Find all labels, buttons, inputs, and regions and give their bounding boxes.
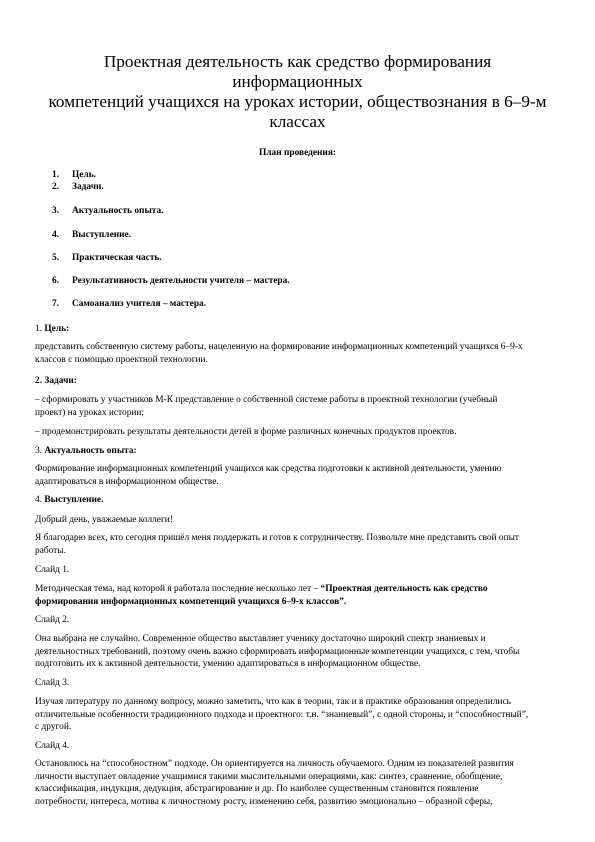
plan-item-number: 5. xyxy=(52,253,60,263)
theme-text xyxy=(35,583,565,608)
section-number: 3. xyxy=(35,446,45,456)
chosen-text xyxy=(35,633,565,671)
plan-item-number: 6. xyxy=(52,276,60,286)
plan-item xyxy=(52,206,164,216)
text-line: деятельностных требований, поэтому очень важно сформировать информационные компетенции учащихся, с тем, чтобы xyxy=(35,646,520,657)
plan-item-number: 1. xyxy=(52,170,60,180)
theme-title: формирования информационных компетенций учащихся 6–9-х классов”. xyxy=(35,596,347,607)
plan-item xyxy=(52,170,96,180)
plan-item-text: Задачи. xyxy=(72,182,104,192)
text-line: проект) на уроках истории; xyxy=(35,407,145,418)
plan-item-text: Актуальность опыта. xyxy=(72,206,164,216)
section-title: Актуальность опыта: xyxy=(44,446,137,456)
text-line: личности выступает овладение учащимися такими мыслительными операциями, как: синтез, сравнение, обобщение, xyxy=(35,771,503,782)
text-line: Изучая литературу по данному вопросу, можно заметить, что как в теории, так и в практике образования определились xyxy=(35,697,511,707)
plan-item-text: Практическая часть. xyxy=(72,253,162,263)
slide-2-label: Слайд 2. xyxy=(35,615,70,625)
approach-text xyxy=(35,758,565,808)
text-line: Остановлюсь на “способностном” подходе. Он ориентируется на личность обучаемого. Одним из показателей развития xyxy=(35,759,514,769)
document-title xyxy=(40,52,555,132)
slide-4-label: Слайд 4. xyxy=(35,741,70,751)
task-1 xyxy=(35,394,565,419)
slide-3-label: Слайд 3. xyxy=(35,678,70,688)
task-2: – продемонстрировать результаты деятельности детей в форме различных конечных продуктов проектов. xyxy=(35,427,457,437)
text-line: классификация, индукция, дедукция, абстрагирование и др. По наиболее существенным становится появление xyxy=(35,784,479,795)
thanks-text xyxy=(35,532,565,557)
literature-text xyxy=(35,696,565,734)
relevance-heading xyxy=(35,445,565,458)
text-line: с другой. xyxy=(35,722,72,733)
plan-item xyxy=(52,299,206,309)
section-number: 1. xyxy=(35,324,45,334)
relevance-text xyxy=(35,463,565,488)
speech-heading xyxy=(35,494,565,507)
plan-item-text: Самоанализ учителя – мастера. xyxy=(72,299,207,309)
section-title: Цель: xyxy=(44,324,70,334)
text-line: работы. xyxy=(35,545,66,556)
text-line: Формирование информационных компетенций учащихся как средства подготовки к активной деятельности, умению xyxy=(35,464,502,474)
slide-1-label: Слайд 1. xyxy=(35,565,70,575)
section-title: Выступление. xyxy=(44,495,104,505)
text-line: классов с помощью проектной технологии. xyxy=(35,354,208,365)
text-line: адаптироваться в информационном обществе. xyxy=(35,476,219,487)
theme-title: “Проектная деятельность как средство xyxy=(320,584,488,594)
plan-item-number: 4. xyxy=(52,230,60,240)
goal-text xyxy=(35,341,565,366)
text-line: представить собственную систему работы, нацеленную на формирование информационных компетенций учащихся 6–9-х xyxy=(35,342,523,352)
goal-heading xyxy=(35,323,565,336)
plan-heading: План проведения: xyxy=(258,148,337,158)
text-line: Я благодарю всех, кто сегодня пришёл меня поддержать и готов к сотрудничеству. Позвольте мне представить свой опыт xyxy=(35,533,519,543)
title-line: компетенций учащихся на уроках истории, обществознания в 6–9-м xyxy=(48,92,547,111)
plan-item-number: 3. xyxy=(52,206,60,216)
text-line: Она выбрана не случайно. Современное общество выставляет ученику достаточно широкий спектр знаниевых и xyxy=(35,634,486,644)
plan-item xyxy=(52,276,290,286)
text-line: отличительные особенности традиционного подхода и проектного: т.н. “знаниевый”, с одной стороны, и “способностный”, xyxy=(35,709,529,720)
text-line: потребности, интереса, мотива к личностному росту, изменению себя, развитию эмоционально – образной сферы, xyxy=(35,796,493,807)
plan-item xyxy=(52,230,131,240)
plan-item-text: Выступление. xyxy=(72,230,132,240)
plan-item-text: Цель. xyxy=(72,170,97,180)
text-line: Методическая тема, над которой я работала последние несколько лет – xyxy=(35,584,321,594)
greeting: Добрый день, уважаемые коллеги! xyxy=(35,515,173,525)
plan-item-number: 7. xyxy=(52,299,60,309)
plan-item xyxy=(52,182,104,192)
plan-item-number: 2. xyxy=(52,182,60,192)
text-line: подготовить их к активной деятельности, умению адаптироваться в информационном обществе. xyxy=(35,659,421,670)
tasks-heading: 2. Задачи: xyxy=(35,376,77,386)
plan-item-text: Результативность деятельности учителя – мастера. xyxy=(72,276,290,286)
title-line: Проектная деятельность как средство формирования информационных xyxy=(103,52,492,91)
text-line: – сформировать у участников М-К представление о собственной системе работы в проектной технологии (учебный xyxy=(35,395,498,405)
section-number: 4. xyxy=(35,495,45,505)
plan-item xyxy=(52,253,162,263)
title-line: классах xyxy=(269,112,326,131)
